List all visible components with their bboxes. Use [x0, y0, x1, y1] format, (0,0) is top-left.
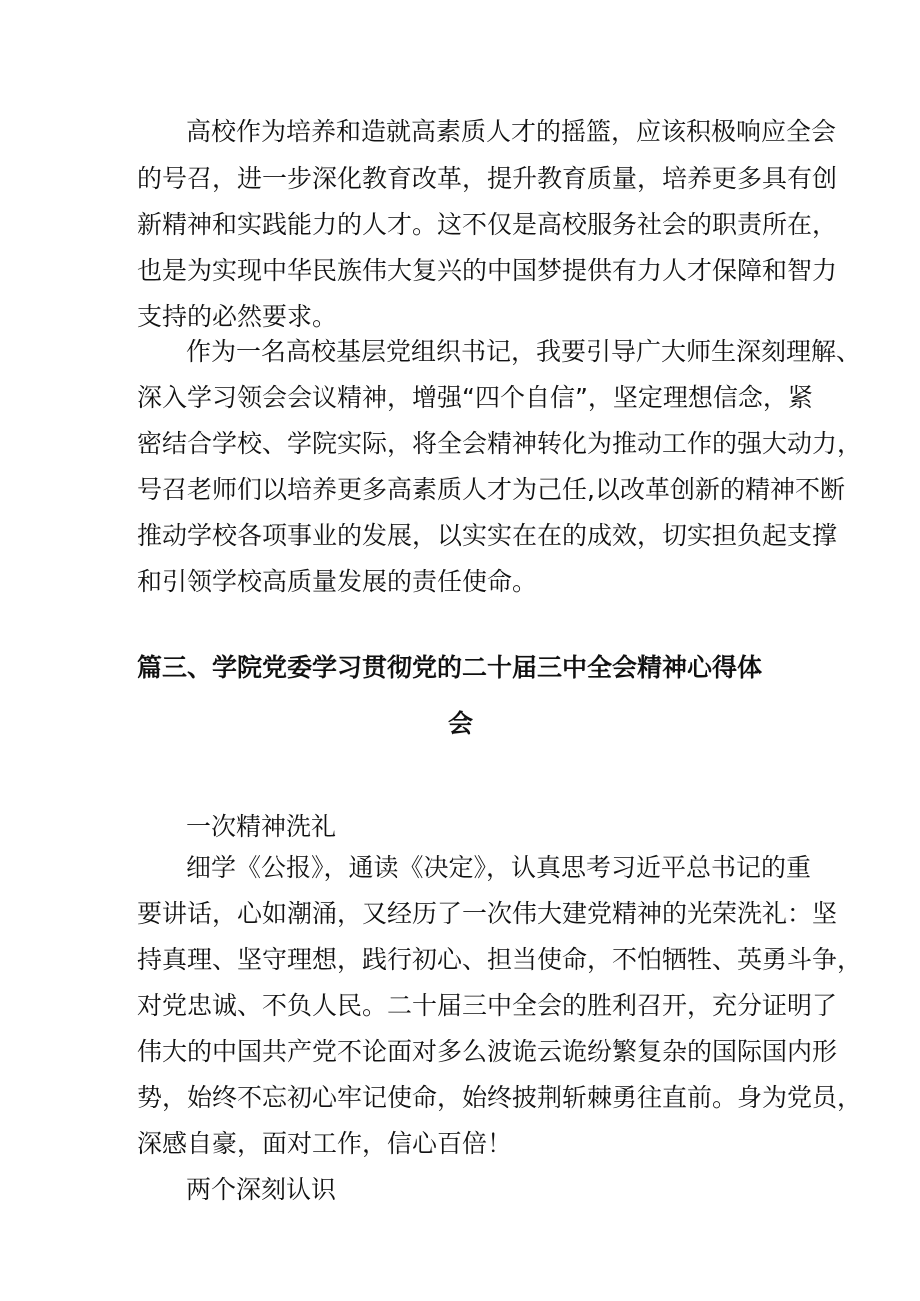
- paragraph-line: 也是为实现中华民族伟大复兴的中国梦提供有力人才保障和智力: [137, 256, 838, 285]
- paragraph-line: 和引领学校高质量发展的责任使命。: [137, 567, 538, 596]
- paragraph-line: 持真理、坚守理想，践行初心、担当使命，不怕牺牲、英勇斗争，: [137, 945, 863, 974]
- paragraph-line: 的号召，进一步深化教育改革，提升教育质量，培养更多具有创: [137, 164, 838, 193]
- paragraph-line: 密结合学校、学院实际，将全会精神转化为推动工作的强大动力，: [137, 429, 863, 458]
- paragraph-line: 对党忠诚、不负人民。二十届三中全会的胜利召开，充分证明了: [137, 991, 838, 1020]
- paragraph-line: 支持的必然要求。: [137, 302, 338, 331]
- paragraph-line: 高校作为培养和造就高素质人才的摇篮，应该积极响应全会: [186, 117, 837, 146]
- paragraph-line: 势，始终不忘初心牢记使命，始终披荆斩棘勇往直前。身为党员，: [137, 1083, 863, 1112]
- subheading: 一次精神洗礼: [186, 812, 337, 841]
- section-heading-continued: 会: [448, 709, 474, 738]
- subheading: 两个深刻认识: [186, 1175, 337, 1204]
- paragraph-line: 深感自豪，面对工作，信心百倍！: [137, 1129, 513, 1158]
- paragraph-line: 新精神和实践能力的人才。这不仅是高校服务社会的职责所在，: [137, 210, 838, 239]
- paragraph-line: 要讲话，心如潮涌，又经历了一次伟大建党精神的光荣洗礼：坚: [137, 899, 838, 928]
- paragraph-line: 作为一名高校基层党组织书记，我要引导广大师生深刻理解、: [186, 337, 862, 366]
- section-heading: 篇三、学院党委学习贯彻党的二十届三中全会精神心得体: [137, 653, 763, 682]
- paragraph-line: 深入学习领会会议精神，增强“四个自信”，坚定理想信念，紧: [137, 383, 813, 412]
- paragraph-line: 细学《公报》，通读《决定》，认真思考习近平总书记的重: [186, 853, 812, 882]
- paragraph-line: 伟大的中国共产党不论面对多么波诡云诡纷繁复杂的国际国内形: [137, 1037, 838, 1066]
- paragraph-line: 推动学校各项事业的发展，以实实在在的成效，切实担负起支撑: [137, 521, 838, 550]
- paragraph-line: 号召老师们以培养更多高素质人才为己任,以改革创新的精神不断: [137, 475, 845, 504]
